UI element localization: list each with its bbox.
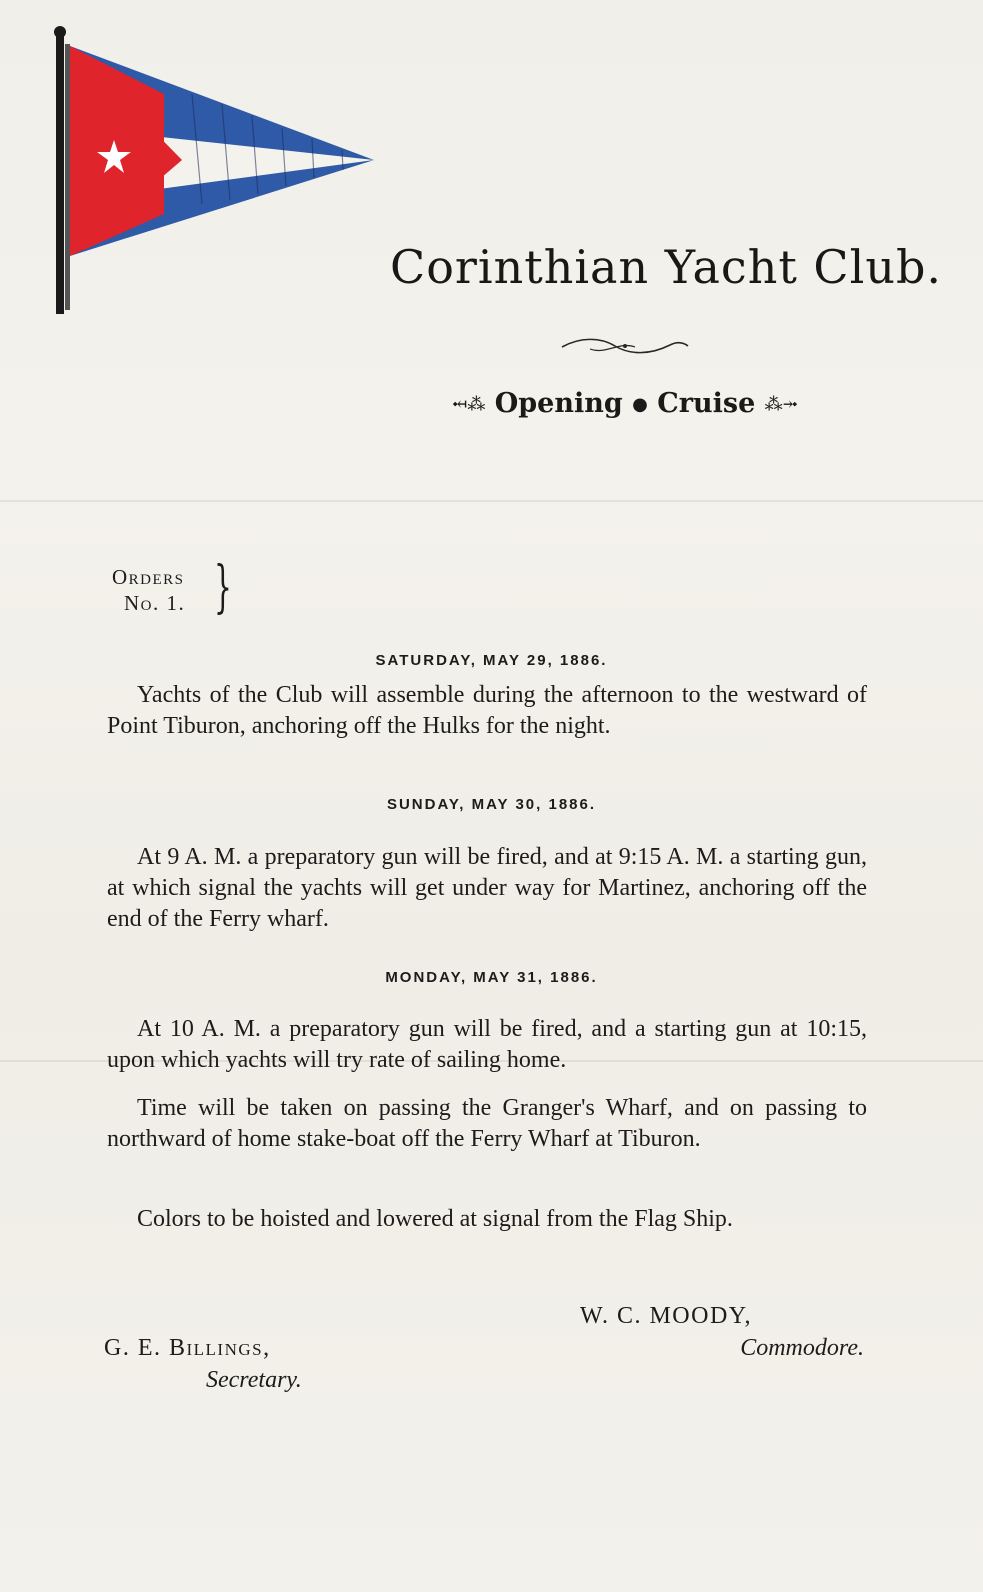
day-heading-sunday: SUNDAY, MAY 30, 1886. (386, 796, 597, 813)
paragraph-text: Time will be taken on passing the Granger's Wharf, and on passing to northward of home stake-boat off the Ferry Wharf at Tiburon. (107, 1095, 867, 1152)
opening-cruise-subtitle (430, 388, 820, 430)
paragraph-monday-2 (107, 1093, 867, 1155)
paper-fold-line (0, 500, 983, 502)
orders-number: No. 1. (124, 591, 186, 615)
commodore-name: W. C. MOODY, (580, 1303, 753, 1329)
secretary-signature (104, 1332, 302, 1396)
club-pennant-flag-icon (52, 24, 382, 324)
secretary-role: Secretary. (206, 1367, 302, 1393)
paragraph-saturday (107, 680, 867, 742)
paragraph-text: Colors to be hoisted and lowered at signal from the Flag Ship. (137, 1206, 733, 1232)
club-title-text: Corinthian Yacht Club. (390, 240, 943, 294)
subtitle-bullet: ● (632, 394, 648, 415)
orders-block (112, 564, 185, 616)
secretary-name: G. E. Billings, (104, 1335, 271, 1361)
paragraph-monday-3 (107, 1204, 867, 1235)
subtitle-right-ornament: ⁂⤞ (764, 394, 798, 415)
paragraph-text: At 9 A. M. a preparatory gun will be fired, and at 9:15 A. M. a starting gun, at which signal the yachts will get under way for Martinez, anchoring off the end of the Ferry wharf. (107, 844, 867, 932)
orders-label: Orders (112, 565, 185, 589)
paragraph-text: Yachts of the Club will assemble during the afternoon to the westward of Point Tiburon, anchoring off the Hulks for the night. (107, 682, 867, 739)
commodore-signature (580, 1300, 864, 1364)
subtitle-word-opening: Opening (494, 388, 623, 419)
club-title (380, 222, 943, 322)
paragraph-monday-1 (107, 1014, 867, 1076)
subtitle-left-ornament: ⤟⁂ (452, 394, 486, 415)
flourish-ornament-icon (560, 335, 690, 357)
day-heading-saturday: SATURDAY, MAY 29, 1886. (375, 652, 608, 669)
commodore-role: Commodore. (740, 1335, 864, 1361)
orders-brace: } (214, 555, 232, 620)
paragraph-sunday (107, 842, 867, 935)
day-heading-monday: MONDAY, MAY 31, 1886. (385, 969, 598, 986)
subtitle-word-cruise: Cruise (657, 388, 756, 419)
paragraph-text: At 10 A. M. a preparatory gun will be fired, and a starting gun at 10:15, upon which yachts will try rate of sailing home. (107, 1016, 867, 1073)
